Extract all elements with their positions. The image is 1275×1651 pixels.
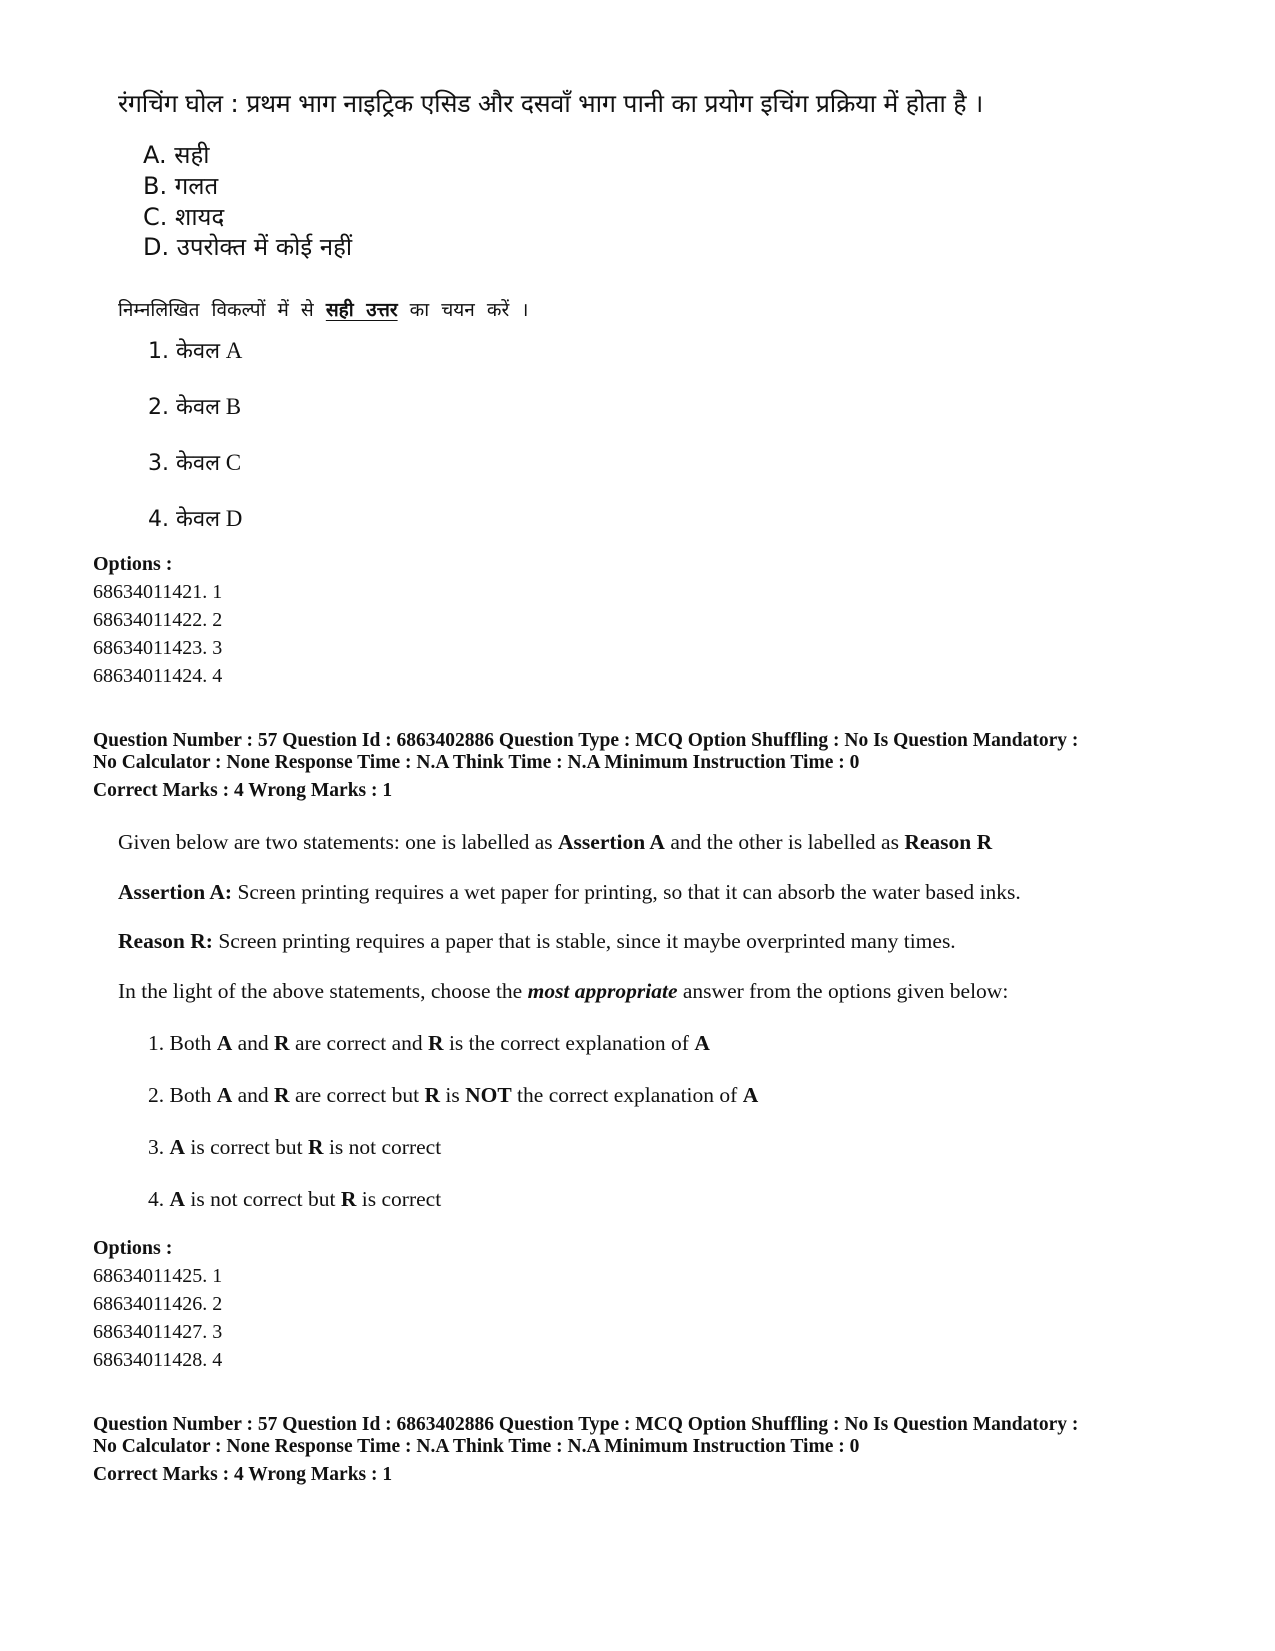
choice-bold: A <box>216 1031 233 1055</box>
choice-letter: C <box>220 450 242 475</box>
choice-letter: D <box>220 506 243 531</box>
intro-bold: Assertion A <box>558 830 665 854</box>
instruction-line <box>118 296 528 322</box>
answer-choice <box>148 1135 441 1160</box>
assertion-text: Screen printing requires a wet paper for printing, so that it can absorb the water based inks. <box>232 880 1021 904</box>
instruction-text: का चयन करें । <box>397 299 529 321</box>
choice-text: are correct and <box>289 1031 429 1055</box>
choice-text: 4. <box>148 1187 170 1211</box>
choice-bold: A <box>169 1187 186 1211</box>
choice-bold: R <box>274 1083 290 1107</box>
option-id: 68634011428. 4 <box>93 1349 223 1371</box>
choice-bold: NOT <box>465 1083 512 1107</box>
sub-option: C. शायद <box>143 203 225 231</box>
answer-choice <box>148 391 241 421</box>
option-id: 68634011427. 3 <box>93 1321 223 1343</box>
sub-option: D. उपरोक्त में कोई नहीं <box>143 233 353 261</box>
choice-text: is the correct explanation of <box>443 1031 695 1055</box>
intro-text: Given below are two statements: one is labelled as <box>118 830 559 854</box>
intro-bold: Reason R <box>904 830 993 854</box>
question-marks: Correct Marks : 4 Wrong Marks : 1 <box>93 780 393 801</box>
choice-letter: B <box>220 394 242 419</box>
choice-text: 3. <box>148 1135 170 1159</box>
light-emphasis: most appropriate <box>527 979 678 1003</box>
sub-option: B. गलत <box>143 172 219 200</box>
option-id: 68634011425. 1 <box>93 1265 223 1287</box>
options-label: Options : <box>93 553 173 575</box>
choice-bold: R <box>274 1031 290 1055</box>
choice-bold: R <box>424 1083 440 1107</box>
choice-text: is not correct but <box>185 1187 341 1211</box>
reason-label: Reason R: <box>118 929 213 953</box>
choice-text: 1. Both <box>148 1031 217 1055</box>
answer-choice <box>148 1187 441 1212</box>
choice-number: 4. केवल <box>148 507 221 532</box>
option-id: 68634011424. 4 <box>93 665 223 687</box>
choice-bold: A <box>216 1083 233 1107</box>
light-text: answer from the options given below: <box>677 979 1009 1003</box>
choice-text: 2. Both <box>148 1083 217 1107</box>
answer-choice <box>148 1083 758 1108</box>
option-id: 68634011423. 3 <box>93 637 223 659</box>
question-meta: No Calculator : None Response Time : N.A Think Time : N.A Minimum Instruction Time : 0 <box>93 1436 860 1457</box>
question-meta: Question Number : 57 Question Id : 6863402886 Question Type : MCQ Option Shuffling : No Is Question Mandatory : <box>93 730 1079 751</box>
answer-choice <box>148 335 242 365</box>
assertion-label: Assertion A: <box>118 880 233 904</box>
question-meta: Question Number : 57 Question Id : 6863402886 Question Type : MCQ Option Shuffling : No Is Question Mandatory : <box>93 1414 1079 1435</box>
choice-text: are correct but <box>289 1083 425 1107</box>
choice-number: 2. केवल <box>148 395 221 420</box>
choice-number: 3. केवल <box>148 451 221 476</box>
answer-choice <box>148 447 241 477</box>
choice-letter: A <box>220 338 243 363</box>
choice-bold: A <box>169 1135 186 1159</box>
question-meta: No Calculator : None Response Time : N.A Think Time : N.A Minimum Instruction Time : 0 <box>93 752 860 773</box>
choice-bold: R <box>308 1135 324 1159</box>
choice-text: is not correct <box>323 1135 442 1159</box>
reason-text: Screen printing requires a paper that is stable, since it maybe overprinted many times. <box>212 929 956 953</box>
instruction-emphasis: सही उत्तर <box>325 299 398 321</box>
question-marks: Correct Marks : 4 Wrong Marks : 1 <box>93 1464 393 1485</box>
choice-bold: A <box>694 1031 710 1055</box>
choice-bold: A <box>742 1083 759 1107</box>
choice-bold: R <box>340 1187 357 1211</box>
option-id: 68634011422. 2 <box>93 609 223 631</box>
intro-statement <box>118 830 992 855</box>
choice-text: and <box>232 1031 275 1055</box>
choice-text: is <box>439 1083 466 1107</box>
choice-text: is correct <box>356 1187 442 1211</box>
question-statement: रंगचिंग घोल : प्रथम भाग नाइट्रिक एसिड और दसवाँ भाग पानी का प्रयोग इचिंग प्रक्रिया में होता है । <box>118 89 984 118</box>
choice-text: is correct but <box>185 1135 309 1159</box>
instruction-text: निम्नलिखित विकल्पों में से <box>118 299 326 321</box>
light-text: In the light of the above statements, choose the <box>118 979 528 1003</box>
option-id: 68634011421. 1 <box>93 581 223 603</box>
choice-bold: R <box>428 1031 444 1055</box>
assertion-statement <box>118 880 1021 905</box>
sub-option: A. सही <box>143 141 210 169</box>
choice-text: the correct explanation of <box>511 1083 743 1107</box>
choice-text: and <box>232 1083 275 1107</box>
options-label: Options : <box>93 1237 173 1259</box>
answer-choice <box>148 503 242 533</box>
option-id: 68634011426. 2 <box>93 1293 223 1315</box>
answer-choice <box>148 1031 710 1056</box>
reason-statement <box>118 929 956 954</box>
intro-text: and the other is labelled as <box>664 830 905 854</box>
light-statement <box>118 979 1008 1004</box>
choice-number: 1. केवल <box>148 339 221 364</box>
